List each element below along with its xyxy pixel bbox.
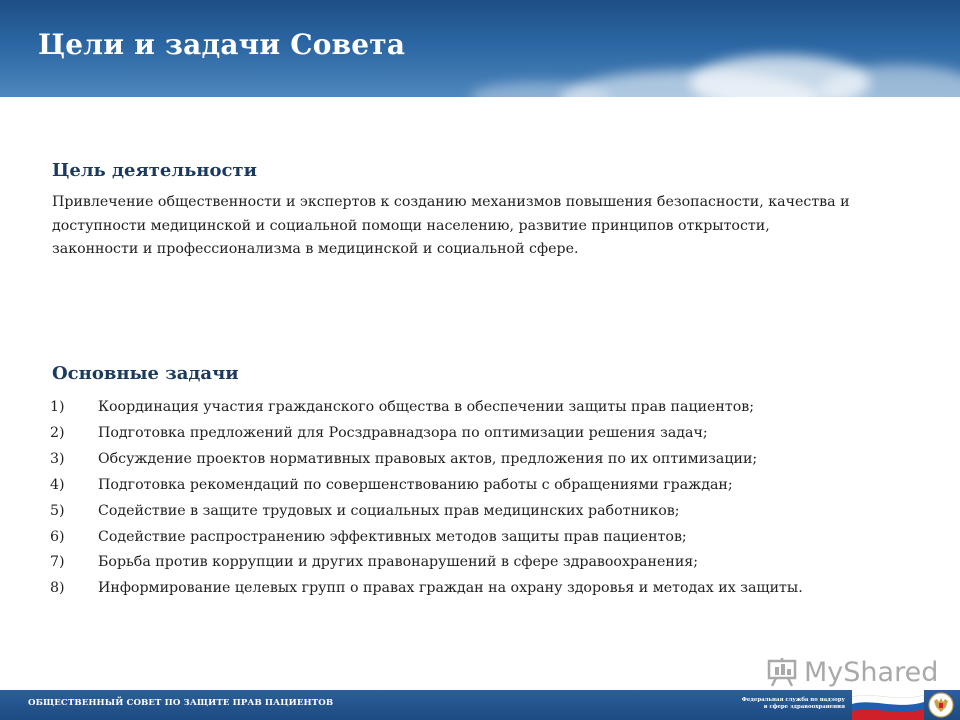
goal-text: Привлечение общественности и экспертов к созданию механизмов повышения безопасности, качества и доступности медицинской и социальной помощи населению, развитие принципов открытости, законности и профессионализма в медицинской и социальной сфере. [52, 194, 850, 257]
task-text: Содействие в защите трудовых и социальных прав медицинских работников; [98, 502, 680, 519]
footer-agency-line: Федеральная служба по надзору [741, 697, 845, 703]
watermark-text: MyShared [804, 656, 939, 688]
task-text: Содействие распространению эффективных методов защиты прав пациентов; [98, 528, 687, 545]
footer-bar [0, 690, 960, 720]
task-text: Координация участия гражданского общества в обеспечении защиты прав пациентов; [98, 399, 755, 415]
task-number: 3) [50, 450, 65, 467]
goal-heading: Цель деятельности [52, 160, 257, 181]
task-number: 4) [50, 476, 65, 493]
task-item [50, 550, 920, 576]
task-text: Подготовка рекомендаций по совершенствованию работы с обращениями граждан; [98, 476, 733, 493]
footer-council-name: ОБЩЕСТВЕННЫЙ СОВЕТ ПО ЗАЩИТЕ ПРАВ ПАЦИЕНТОВ [28, 698, 334, 708]
footer-agency-line: в сфере здравоохранения [763, 704, 845, 710]
task-item [50, 447, 920, 473]
task-item [50, 576, 920, 602]
task-number: 6) [50, 528, 65, 545]
tasks-heading: Основные задачи [52, 363, 239, 384]
presentation-board-icon [766, 657, 798, 687]
russian-flag-icon [852, 689, 924, 720]
task-text: Подготовка предложений для Росздравнадзора по оптимизации решения задач; [98, 424, 708, 441]
task-number: 7) [50, 554, 65, 571]
task-number: 2) [50, 424, 65, 441]
task-number: 8) [50, 580, 65, 597]
task-item [50, 473, 920, 499]
roszdravnadzor-emblem-icon [928, 692, 954, 718]
task-item [50, 525, 920, 551]
task-item [50, 499, 920, 525]
task-number: 5) [50, 502, 65, 519]
task-text: Борьба против коррупции и других правонарушений в сфере здравоохранения; [98, 554, 699, 571]
task-number: 1) [50, 399, 65, 415]
task-item [50, 395, 920, 421]
tasks-list [50, 395, 920, 602]
task-text: Обсуждение проектов нормативных правовых актов, предложения по их оптимизации; [98, 450, 758, 467]
task-item [50, 421, 920, 447]
header-banner [0, 0, 960, 97]
page-title: Цели и задачи Совета [38, 28, 406, 61]
footer-agency-name [705, 697, 845, 711]
task-text: Информирование целевых групп о правах граждан на охрану здоровья и методах их защиты. [98, 580, 803, 597]
myshared-watermark[interactable] [766, 656, 938, 688]
